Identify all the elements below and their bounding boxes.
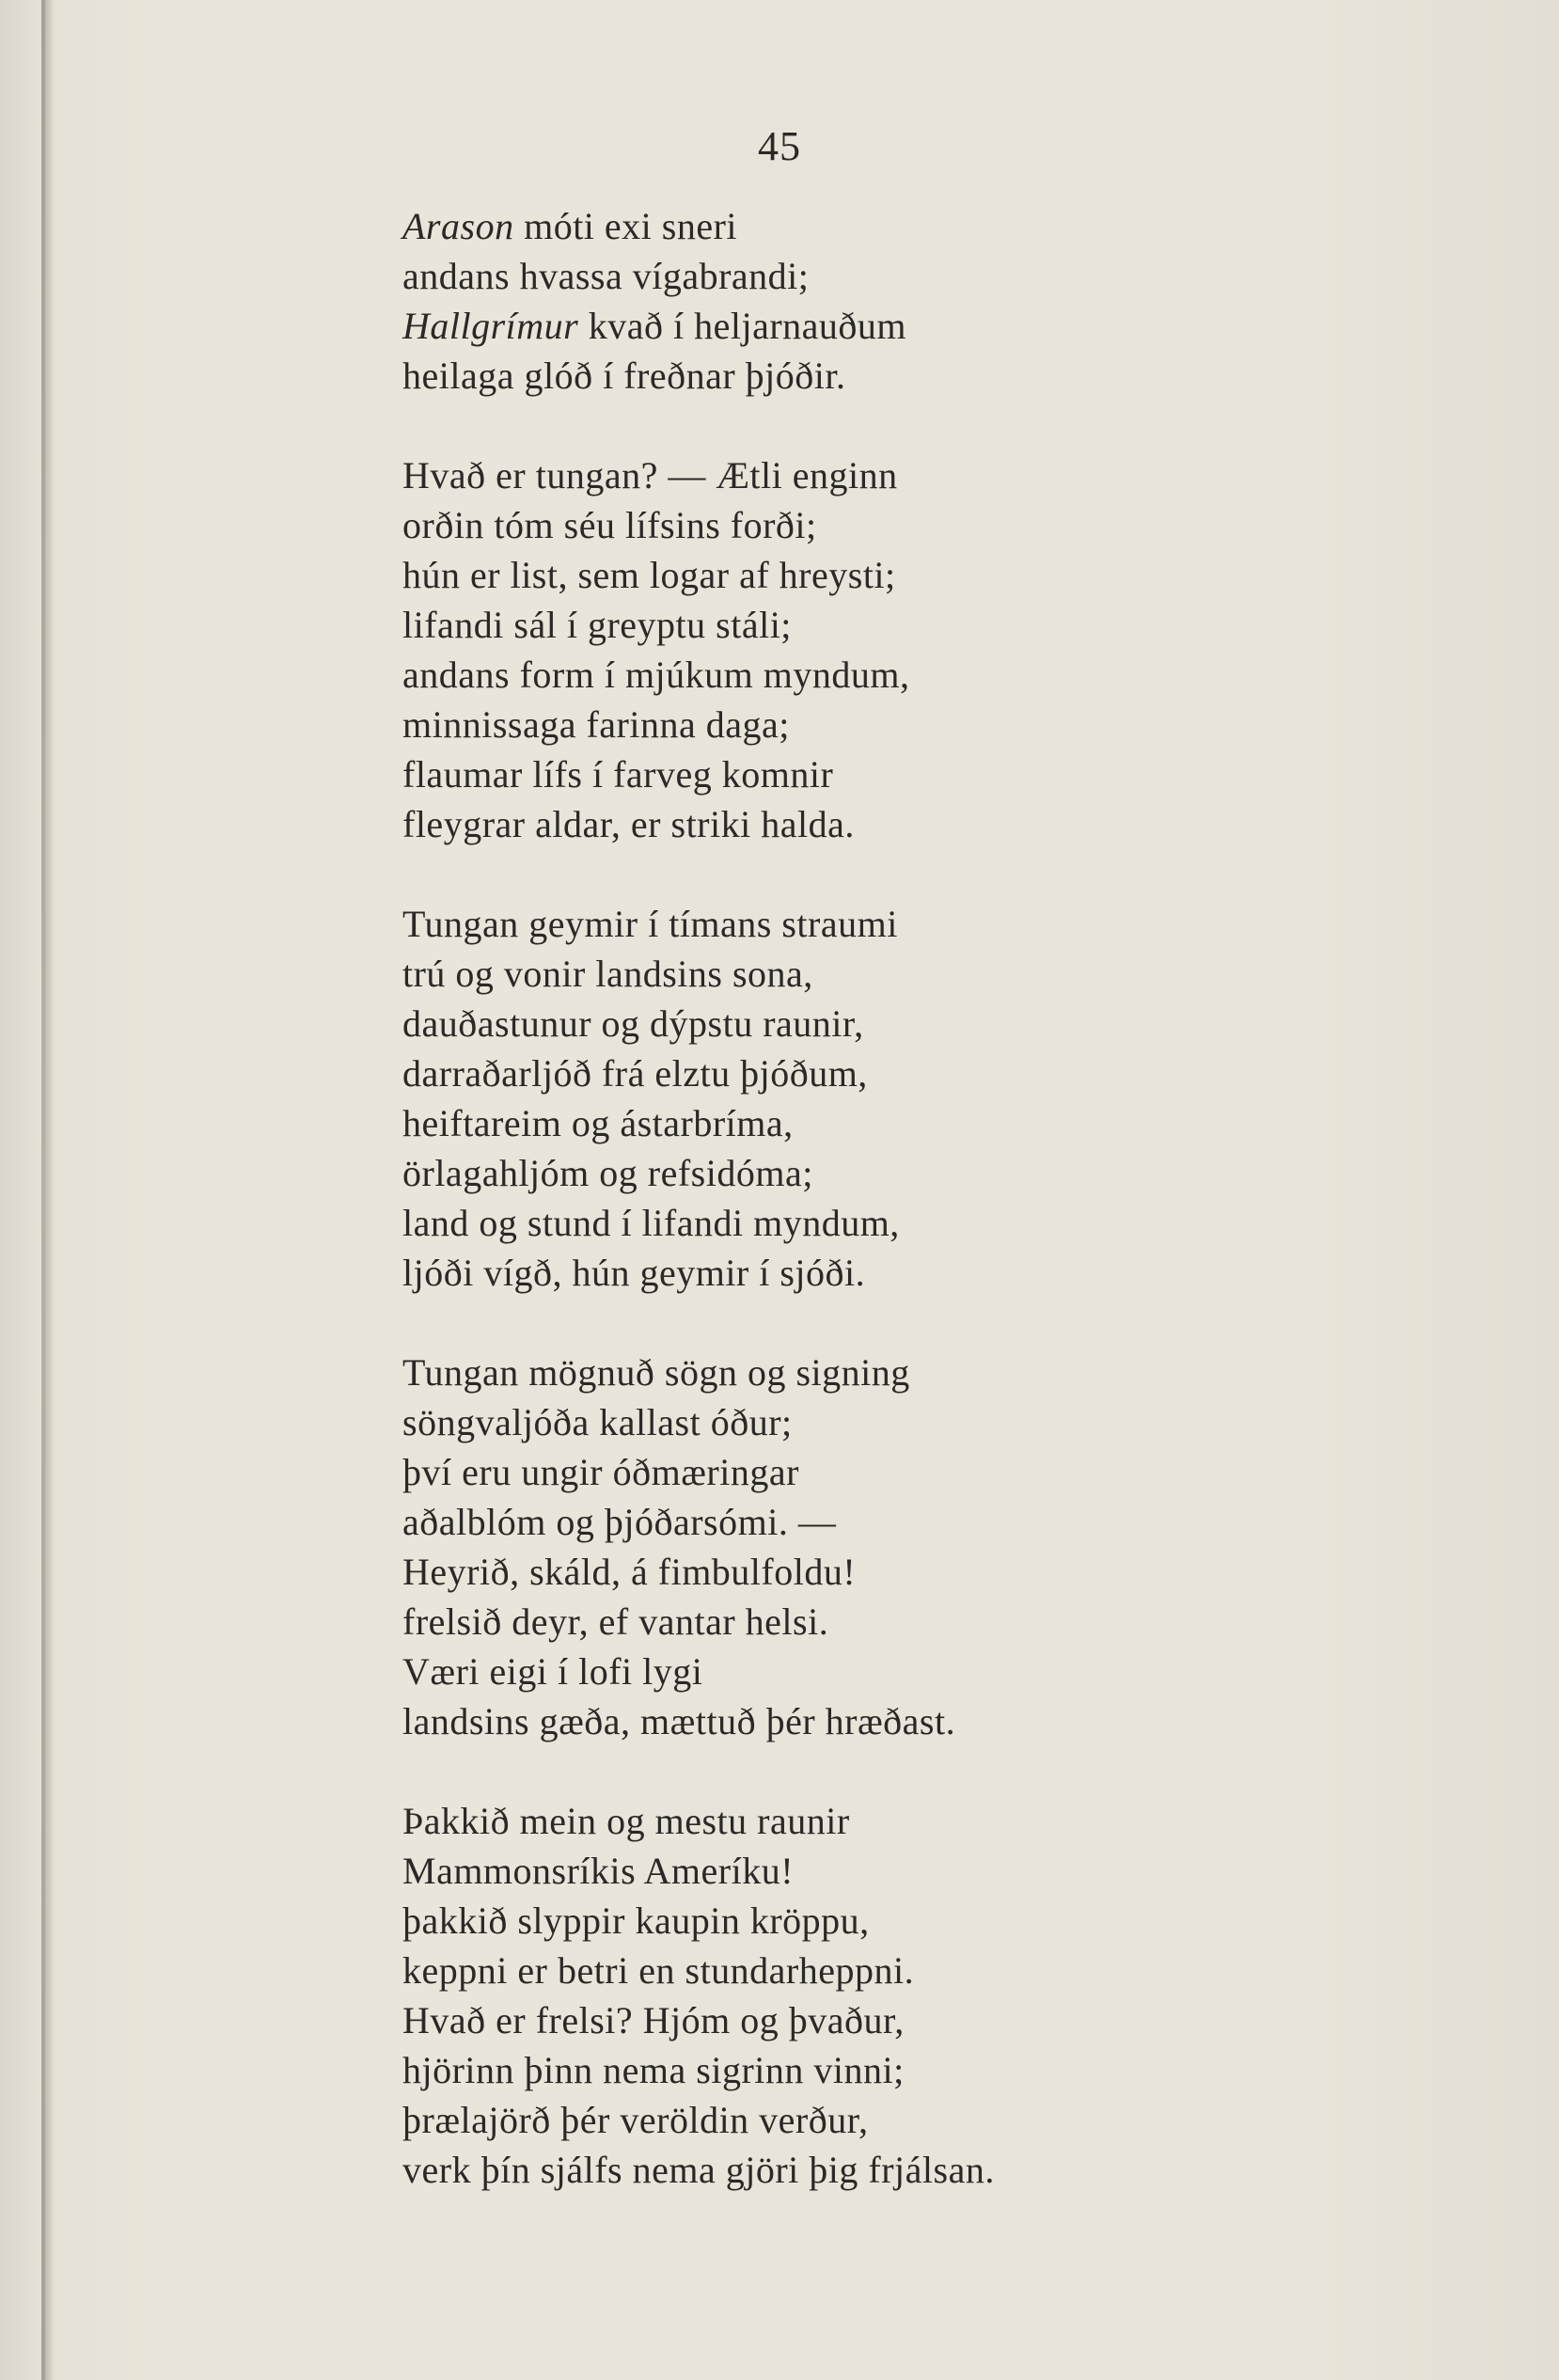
poem-line: söngvaljóða kallast óður;: [402, 1401, 793, 1443]
poem-line: Tungan mögnuð sögn og signing: [402, 1351, 910, 1394]
poem-line: aðalblóm og þjóðarsómi. —: [402, 1501, 837, 1543]
page-binding-shadow: [45, 0, 55, 2380]
poem-line: Hvað er tungan? — Ætli enginn: [402, 454, 898, 496]
stanza: [402, 450, 1512, 849]
poem-line: verk þín sjálfs nema gjöri þig frjálsan.: [402, 2149, 995, 2191]
poem-line: lifandi sál í greyptu stáli;: [402, 604, 792, 646]
poem-line: keppni er betri en stundarheppni.: [402, 1949, 915, 1992]
poem-line: hjörinn þinn nema sigrinn vinni;: [402, 2049, 905, 2091]
page-number: 45: [758, 123, 801, 169]
stanza: [402, 1348, 1512, 1746]
stanza: [402, 1796, 1512, 2195]
poem-line: fleygrar aldar, er striki halda.: [402, 803, 855, 845]
person-name: Arason: [402, 205, 514, 247]
poem-line: [402, 201, 1512, 251]
poem-line: orðin tóm séu lífsins forði;: [402, 504, 817, 546]
poem-line: þrælajörð þér veröldin verður,: [402, 2099, 869, 2141]
poem-line: minnissaga farinna daga;: [402, 703, 790, 746]
poem-line: Tungan geymir í tímans straumi: [402, 903, 898, 945]
poem-line: Hvað er frelsi? Hjóm og þvaður,: [402, 1999, 905, 2041]
poem-line: Væri eigi í lofi lygi: [402, 1650, 703, 1693]
person-name: Hallgrímur: [402, 305, 579, 347]
poem-line: darraðarljóð frá elztu þjóðum,: [402, 1052, 868, 1095]
poem-line: frelsið deyr, ef vantar helsi.: [402, 1600, 829, 1643]
poem-line: dauðastunur og dýpstu raunir,: [402, 1002, 864, 1045]
poem-line: heilaga glóð í freðnar þjóðir.: [402, 355, 846, 397]
stanza: [402, 201, 1512, 401]
poem-line: hún er list, sem logar af hreysti;: [402, 554, 896, 596]
line-text: móti exi sneri: [513, 205, 738, 247]
poem-line: andans form í mjúkum myndum,: [402, 654, 910, 696]
poem-line: trú og vonir landsins sona,: [402, 953, 813, 995]
poem-line: ljóði vígð, hún geymir í sjóði.: [402, 1252, 866, 1294]
stanza: [402, 899, 1512, 1298]
line-text: kvað í heljarnauðum: [578, 305, 907, 347]
poem-line: andans hvassa vígabrandi;: [402, 255, 810, 297]
poem-line: flaumar lífs í farveg komnir: [402, 753, 834, 796]
poem-line: örlagahljóm og refsidóma;: [402, 1152, 813, 1194]
poem-line: þakkið slyppir kaupin kröppu,: [402, 1899, 870, 1942]
poem-line: því eru ungir óðmæringar: [402, 1451, 799, 1493]
poem-line: Mammonsríkis Ameríku!: [402, 1850, 795, 1892]
poem-line: Heyrið, skáld, á fimbulfoldu!: [402, 1551, 857, 1593]
poem-line: [402, 301, 1512, 351]
poem-line: landsins gæða, mættuð þér hræðast.: [402, 1700, 956, 1742]
poem-line: heiftareim og ástarbríma,: [402, 1102, 794, 1144]
poem-line: land og stund í lifandi myndum,: [402, 1202, 900, 1244]
poem-body: [402, 201, 1512, 2245]
poem-line: Þakkið mein og mestu raunir: [402, 1800, 850, 1842]
